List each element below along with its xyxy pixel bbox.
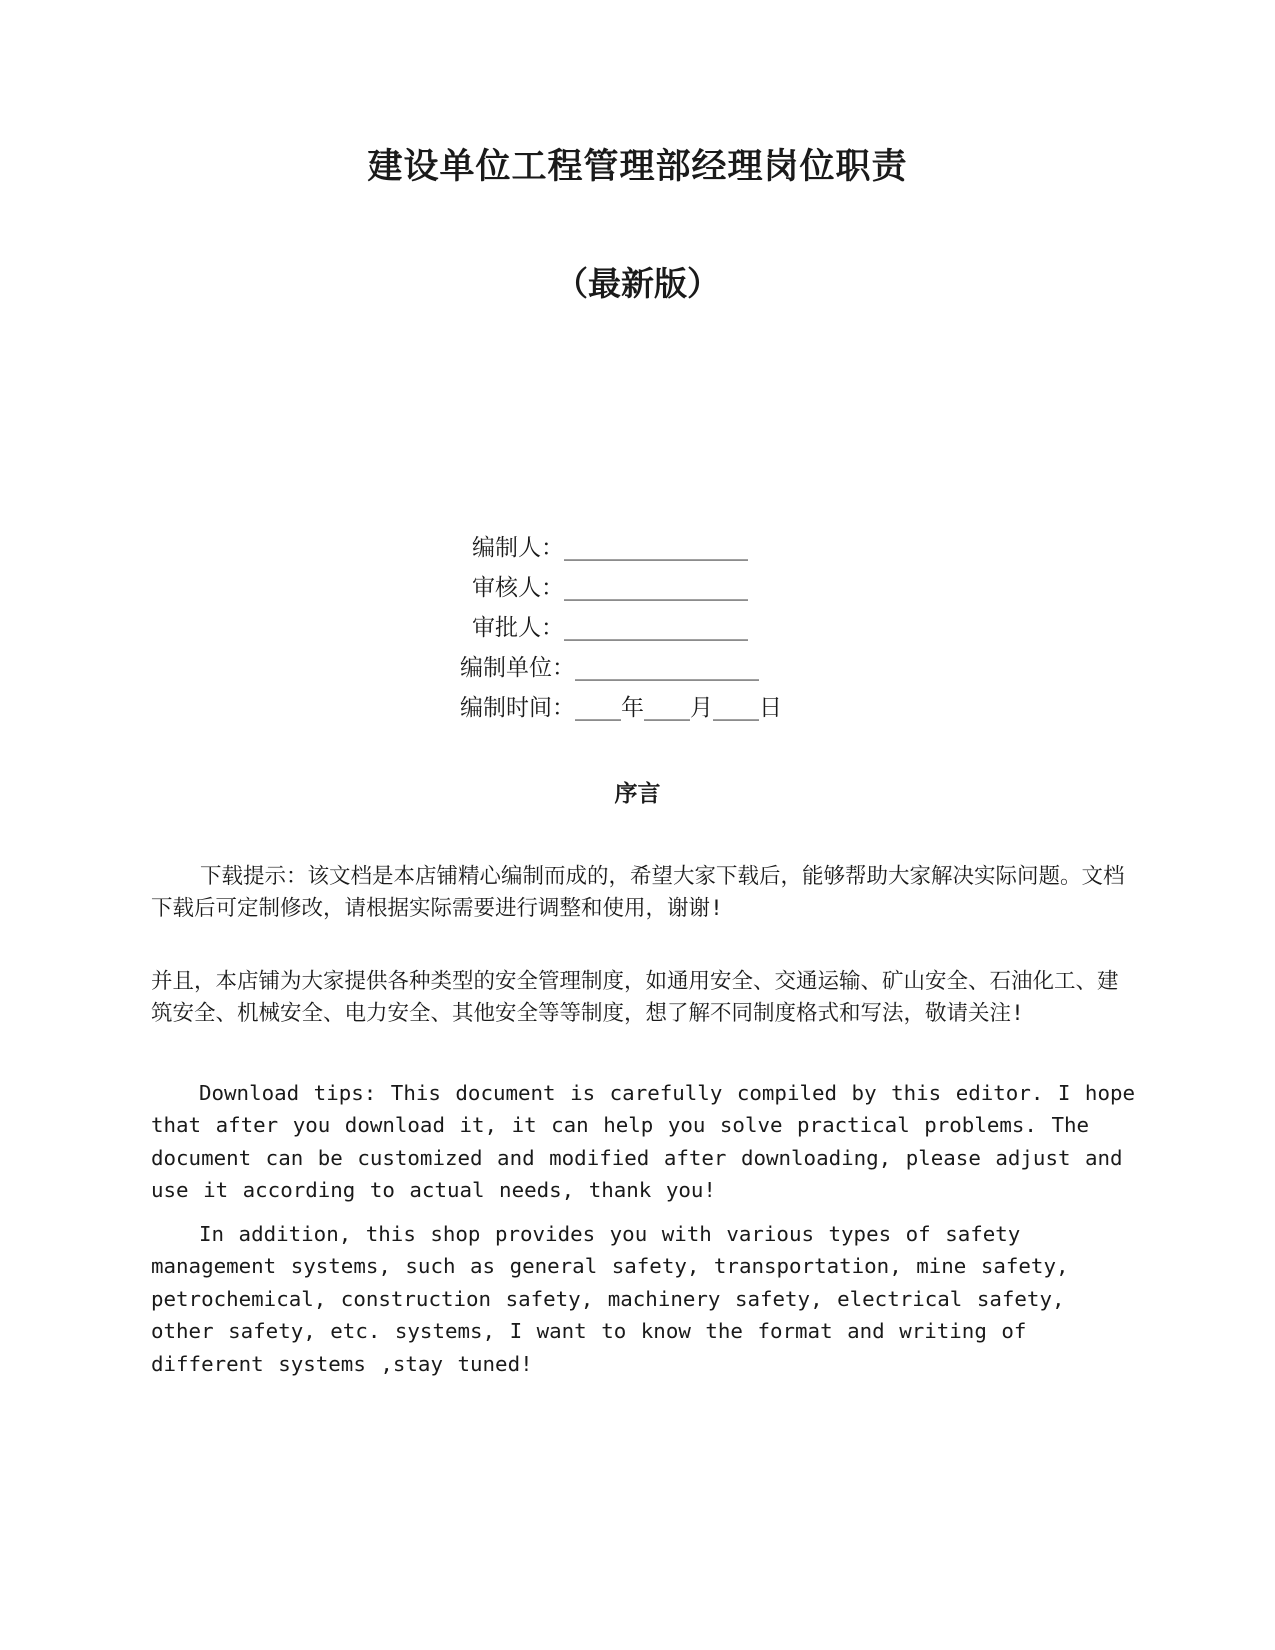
paragraph-addition-cn: 并且，本店铺为大家提供各种类型的安全管理制度，如通用安全、交通运输、矿山安全、石油化工、建筑安全、机械安全、电力安全、其他安全等等制度，想了解不同制度格式和写法，敬请关注!	[151, 969, 1119, 1027]
field-blank-line: ________________	[564, 575, 748, 601]
field-blank-line: ________________	[564, 535, 748, 561]
field-label: 编制人：	[472, 535, 564, 561]
paragraph-download-tips-cn: 下载提示：该文档是本店铺精心编制而成的，希望大家下载后，能够帮助大家解决实际问题。文档下载后可定制修改，请根据实际需要进行调整和使用，谢谢!	[151, 864, 1125, 922]
field-blank-line: ________________	[564, 615, 748, 641]
field-compiler	[472, 528, 748, 568]
field-date-blank: ____年____月____日	[575, 695, 782, 721]
preface-heading: 序言	[614, 780, 661, 807]
field-label: 审批人：	[472, 615, 564, 641]
document-title: 建设单位工程管理部经理岗位职责	[367, 146, 908, 187]
field-compiling-unit	[460, 648, 759, 688]
field-blank-line: ________________	[575, 655, 759, 681]
paragraph-addition-en: In addition, this shop provides you with various types of safety management systems, such as general safety, transportation, mine safety, petrochemical, construction safety, machinery safety, electrical safety, other safety, etc. systems, I want to know the format and writing of different systems ,stay tuned!	[151, 1222, 1069, 1376]
field-reviewer	[472, 568, 748, 608]
field-label: 编制单位：	[460, 655, 575, 681]
field-label: 审核人：	[472, 575, 564, 601]
field-label: 编制时间：	[460, 695, 575, 721]
field-compiling-date	[460, 688, 782, 728]
paragraph-download-tips-en: Download tips: This document is carefully compiled by this editor. I hope that after you download it, it can help you solve practical problems. The document can be customized and modified after downloading, please adjust and use it according to actual needs, thank you!	[151, 1081, 1136, 1203]
field-approver	[472, 608, 748, 648]
document-subtitle: （最新版）	[555, 264, 720, 303]
